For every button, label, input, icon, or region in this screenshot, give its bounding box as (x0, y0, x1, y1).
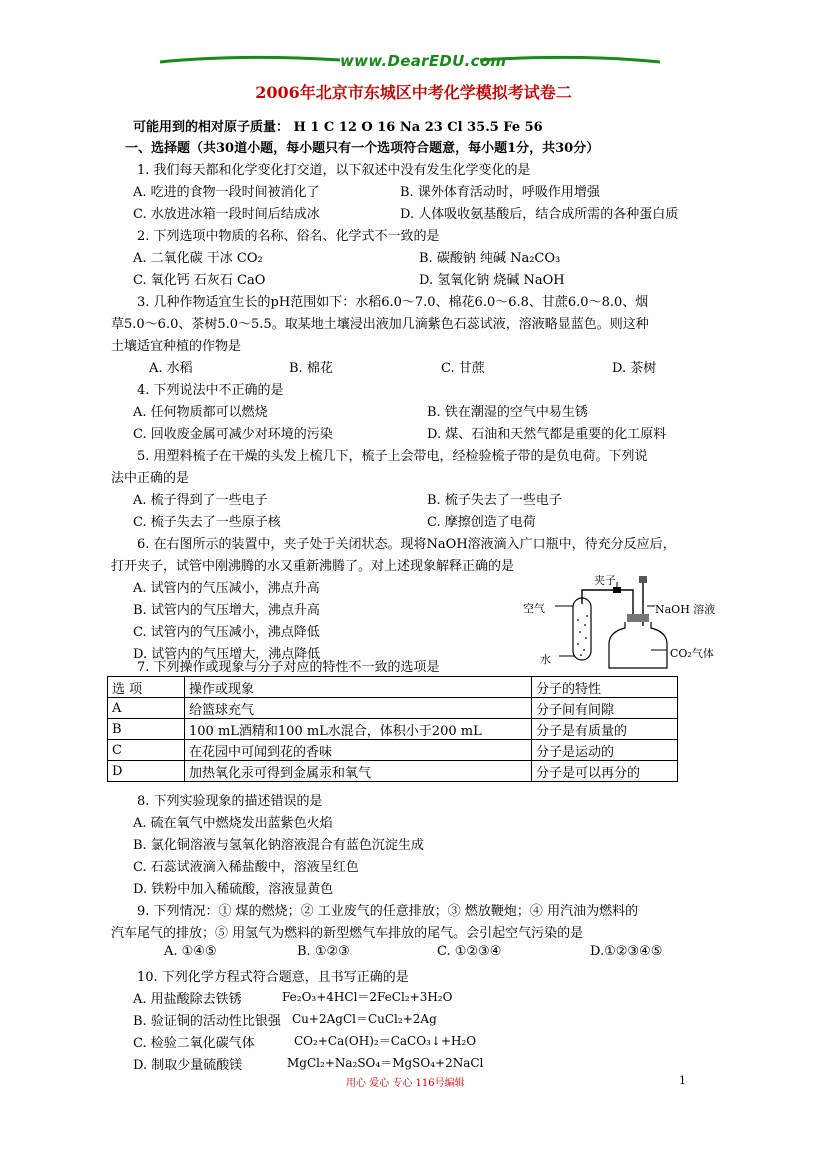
q8-option-a: A. 硫在氧气中燃烧发出蓝紫色火焰 (133, 816, 333, 831)
q3-line-3: 土壤适宜种植的作物是 (111, 339, 242, 354)
q3-option-d: D. 茶树 (612, 361, 657, 376)
q5-option-a: A. 梳子得到了一些电子 (133, 493, 268, 508)
q8-option-b: B. 氯化铜溶液与氢氧化钠溶液混合有蓝色沉淀生成 (133, 838, 424, 853)
table-cell: 100 mL酒精和100 mL水混合，体积小于200 mL (185, 719, 532, 740)
table-cell: D (108, 761, 185, 782)
q4-stem: 4. 下列说法中不正确的是 (137, 383, 284, 398)
figure-label-clip: 夹子 (594, 574, 616, 587)
table-header-cell: 操作或现象 (185, 677, 532, 698)
table-cell: 加热氧化汞可得到金属汞和氧气 (185, 761, 532, 782)
q5-option-c: C. 梳子失去了一些原子核 (133, 515, 281, 530)
q1-option-d: D. 人体吸收氨基酸后，结合成所需的各种蛋白质 (400, 207, 679, 222)
q10-option-d-equation: MgCl₂+Na₂SO₄＝MgSO₄+2NaCl (287, 1056, 484, 1070)
q8-option-d: D. 铁粉中加入稀硫酸，溶液显黄色 (133, 882, 334, 897)
q1-stem: 1. 我们每天都和化学变化打交道，以下叙述中没有发生化学变化的是 (137, 163, 531, 178)
q3-option-b: B. 棉花 (289, 361, 333, 376)
site-url[interactable]: www.DearEDU.com (340, 52, 507, 70)
page-title: 2006年北京市东城区中考化学模拟考试卷二 (255, 83, 572, 102)
table-row (108, 698, 678, 719)
table-header-cell: 分子的特性 (532, 677, 678, 698)
table-row (108, 740, 678, 761)
atomic-masses: 可能用到的相对原子质量： H 1 C 12 O 16 Na 23 Cl 35.5 Fe 56 (133, 120, 543, 135)
q6-line-2: 打开夹子，试管中刚沸腾的水又重新沸腾了。对上述现象解释正确的是 (111, 559, 515, 574)
q3-option-a: A. 水稻 (149, 361, 193, 376)
q5-option-b: B. 梳子失去了一些电子 (427, 493, 562, 508)
q10-option-a-label: A. 用盐酸除去铁锈 (133, 992, 242, 1007)
jar-icon (609, 622, 667, 668)
q9-option-c: C. ①②③④ (437, 944, 502, 959)
q1-option-b: B. 课外体育活动时，呼吸作用增强 (400, 185, 600, 200)
q3-line-2: 草5.0～6.0、茶树5.0～5.5。取某地土壤浸出液加几滴紫色石蕊试液，溶液略显蓝色。则这种 (111, 317, 649, 332)
page-number: 1 (679, 1074, 686, 1087)
q10-option-b-equation: Cu+2AgCl＝CuCl₂+2Ag (292, 1012, 437, 1026)
section-heading: 一、选择题（共30道小题，每小题只有一个选项符合题意，每小题1分，共30分） (125, 141, 600, 156)
table-row (108, 761, 678, 782)
figure-label-naoh: NaOH 溶液 (655, 603, 716, 616)
stopper-icon (627, 614, 649, 622)
q8-option-c: C. 石蕊试液滴入稀盐酸中，溶液呈红色 (133, 860, 359, 875)
q6-option-a: A. 试管内的气压减小，沸点升高 (133, 581, 320, 596)
table-header-row (108, 677, 678, 698)
q6-option-d: D. 试管内的气压增大，沸点降低 (133, 647, 321, 662)
q10-stem: 10. 下列化学方程式符合题意，且书写正确的是 (137, 970, 409, 985)
table-cell: A (108, 698, 185, 719)
q2-option-d: D. 氢氧化钠 烧碱 NaOH (419, 273, 565, 288)
q1-option-c: C. 水放进冰箱一段时间后结成冰 (133, 207, 320, 222)
q9-option-d: D.①②③④⑤ (590, 944, 663, 959)
q2-option-b: B. 碳酸钠 纯碱 Na₂CO₃ (419, 251, 561, 266)
test-tube-icon (573, 598, 591, 660)
table-cell: 分子间有间隙 (532, 698, 678, 719)
q5-option-d: C. 摩擦创造了电荷 (427, 515, 536, 530)
q2-option-c: C. 氧化钙 石灰石 CaO (133, 273, 266, 288)
q10-option-c-label: C. 检验二氧化碳气体 (133, 1036, 255, 1051)
q2-option-a: A. 二氧化碳 干冰 CO₂ (133, 251, 263, 266)
table-cell: 分子是可以再分的 (532, 761, 678, 782)
q5-line-1: 5. 用塑料梳子在干燥的头发上梳几下，梳子上会带电，经检验梳子带的是负电荷。下列说 (137, 449, 648, 464)
q10-option-d-label: D. 制取少量硫酸镁 (133, 1058, 243, 1073)
q6-option-b: B. 试管内的气压增大，沸点升高 (133, 603, 320, 618)
q9-line-2: 汽车尾气的排放；⑤ 用氢气为燃料的新型燃气车排放的尾气。会引起空气污染的是 (111, 926, 584, 941)
q7-table (107, 676, 678, 782)
q3-line-1: 3. 几种作物适宜生长的pH范围如下：水稻6.0～7.0、棉花6.0～6.8、甘蔗6.0～8.0、烟 (137, 295, 649, 310)
table-cell: 给篮球充气 (185, 698, 532, 719)
q1-option-a: A. 吃进的食物一段时间被消化了 (133, 185, 320, 200)
table-cell: 在花园中可闻到花的香味 (185, 740, 532, 761)
q9-option-b: B. ①②③ (297, 944, 350, 959)
q4-option-d: D. 煤、石油和天然气都是重要的化工原料 (427, 427, 667, 442)
table-row (108, 719, 678, 740)
q7-stem: 7. 下列操作或现象与分子对应的特性不一致的选项是 (137, 660, 440, 675)
q3-option-c: C. 甘蔗 (441, 361, 485, 376)
table-cell: B (108, 719, 185, 740)
table-cell: C (108, 740, 185, 761)
q10-option-a-equation: Fe₂O₃+4HCl＝2FeCl₂+3H₂O (282, 990, 453, 1004)
figure-label-co2: CO₂气体 (670, 647, 714, 660)
table-cell: 分子是有质量的 (532, 719, 678, 740)
q6-line-1: 6. 在右图所示的装置中，夹子处于关闭状态。现将NaOH溶液滴入广口瓶中，待充分反应后， (137, 537, 676, 552)
q4-option-b: B. 铁在潮湿的空气中易生锈 (427, 405, 588, 420)
q8-stem: 8. 下列实验现象的描述错误的是 (137, 794, 323, 809)
q10-option-c-equation: CO₂+Ca(OH)₂＝CaCO₃↓+H₂O (294, 1034, 477, 1048)
q4-option-a: A. 任何物质都可以燃烧 (133, 405, 268, 420)
q9-line-1: 9. 下列情况：① 煤的燃烧；② 工业废气的任意排放；③ 燃放鞭炮；④ 用汽油为燃料的 (137, 904, 639, 919)
figure-label-air: 空气 (523, 602, 545, 615)
q4-option-c: C. 回收废金属可减少对环境的污染 (133, 427, 333, 442)
q10-option-b-label: B. 验证铜的活动性比银强 (133, 1014, 281, 1029)
table-header-cell: 选 项 (108, 677, 185, 698)
q6-option-c: C. 试管内的气压减小，沸点降低 (133, 625, 320, 640)
q5-line-2: 法中正确的是 (111, 471, 190, 486)
q2-stem: 2. 下列选项中物质的名称、俗名、化学式不一致的是 (137, 229, 440, 244)
table-cell: 分子是运动的 (532, 740, 678, 761)
footer-text: 用心 爱心 专心 116号编辑 (346, 1078, 465, 1089)
q9-option-a: A. ①④⑤ (164, 944, 217, 959)
figure-label-water: 水 (540, 653, 551, 666)
